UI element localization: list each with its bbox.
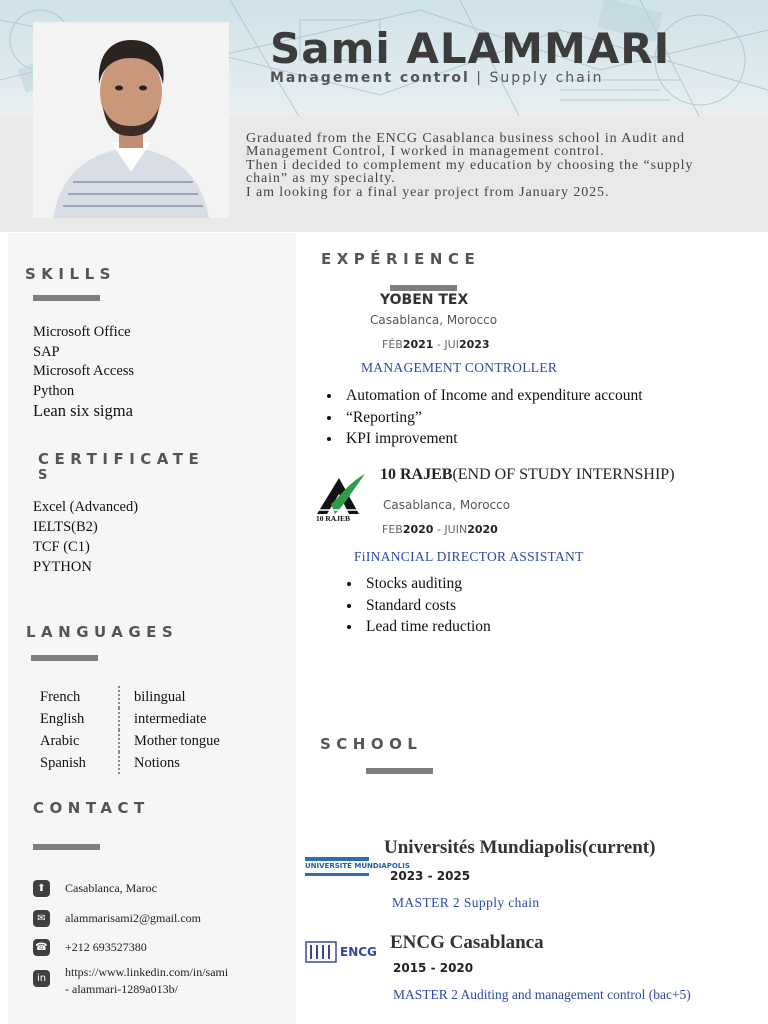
rajeb-logo (313, 470, 369, 526)
summary-line: Management Control, I worked in management control. (246, 144, 605, 160)
linkedin-link[interactable] (65, 964, 228, 998)
job-bullet: • Standard costs (362, 595, 491, 617)
certificate-item: Excel (Advanced) (33, 499, 139, 515)
job-role: MANAGEMENT CONTROLLER (361, 360, 558, 375)
person-name: Sami ALAMMARI (270, 24, 671, 73)
language-row (40, 730, 220, 752)
contact-address (33, 880, 157, 897)
job-location: Casablanca, Morocco (370, 313, 498, 327)
skills-list (33, 323, 134, 421)
job-dates (382, 338, 490, 351)
phone-link[interactable]: +212 693527380 (65, 940, 147, 954)
skill-item: Microsoft Access (33, 363, 135, 379)
job-bullet: • Lead time reduction (362, 616, 491, 638)
summary-line: I am looking for a final year project from January 2025. (246, 184, 610, 200)
language-name: English (40, 711, 85, 727)
certificate-heading-overflow: S (38, 468, 53, 483)
school-years: 2015 - 2020 (393, 961, 474, 975)
rajeb-logo-text: 10 RAJEB (316, 514, 350, 523)
job-date-end-year: 2020 (467, 523, 498, 536)
envelope-icon: ✉ (33, 910, 50, 927)
phone-icon: ☎ (33, 939, 50, 956)
certificate-item: TCF (C1) (33, 539, 90, 555)
languages-heading: LANGUAGES (26, 623, 179, 641)
contact-divider (33, 844, 100, 850)
contact-linkedin[interactable] (33, 964, 228, 998)
language-level: bilingual (134, 689, 186, 705)
school-heading: SCHOOL (320, 735, 423, 753)
job-bullet: • Stocks auditing (362, 573, 491, 595)
school-years: 2023 - 2025 (390, 869, 471, 883)
experience-heading: EXPÉRIENCE (321, 250, 481, 268)
linkedin-icon: in (33, 970, 50, 987)
profile-photo (33, 22, 229, 218)
encg-logo (305, 940, 377, 964)
job-date-separator: - (433, 338, 445, 351)
certificate-heading: CERTIFICATE (38, 450, 205, 468)
job-company-note: (END OF STUDY INTERNSHIP) (452, 466, 675, 483)
skills-divider (33, 295, 100, 301)
language-row (40, 686, 220, 708)
language-name: Arabic (40, 733, 80, 749)
school-name: Universités Mundiapolis(current) (384, 837, 656, 858)
language-name: French (40, 689, 81, 705)
summary-line: Then i decided to complement my education by choosing the “supply (246, 157, 694, 173)
skill-item: Python (33, 382, 75, 399)
experience-divider (390, 285, 457, 291)
languages-table (40, 686, 220, 774)
job-company-name: 10 RAJEB (380, 466, 453, 483)
job-role: FiINANCIAL DIRECTOR ASSISTANT (354, 549, 584, 564)
language-separator (118, 686, 134, 708)
address-text: Casablanca, Maroc (65, 881, 157, 895)
language-separator (118, 752, 134, 774)
school-name: ENCG Casablanca (390, 932, 544, 953)
school-divider (366, 768, 433, 774)
skill-item: Lean six sigma (33, 401, 133, 420)
linkedin-url-line: https://www.linkedin.com/in/sami (65, 965, 229, 979)
certificate-item: PYTHON (33, 559, 92, 575)
linkedin-url-line: - alammari-1289a013b/ (65, 982, 178, 996)
job-bullets (342, 573, 491, 638)
job-date-start-year: 2021 (402, 338, 434, 351)
contact-email[interactable] (33, 910, 201, 927)
job-bullets (322, 385, 643, 450)
job-date-end-month: JUI (444, 338, 459, 351)
language-name: Spanish (40, 755, 86, 771)
job-date-end-month: JUIN (444, 523, 468, 536)
person-subtitle (270, 70, 604, 86)
email-link[interactable]: alammarisami2@gmail.com (65, 911, 202, 925)
job-company (380, 466, 675, 484)
profile-summary (246, 132, 766, 199)
job-date-separator: - (433, 523, 445, 536)
subtitle-secondary: | Supply chain (469, 70, 604, 86)
certificate-item: IELTS(B2) (33, 519, 98, 535)
job-bullet: • Automation of Income and expenditure account (342, 385, 643, 407)
job-date-start-month: FÉB (382, 338, 403, 351)
job-bullet: • KPI improvement (342, 428, 643, 450)
skill-item: Microsoft Office (33, 324, 131, 340)
certificate-list (33, 497, 138, 577)
job-dates (382, 523, 498, 536)
header (0, 0, 768, 232)
job-date-start-month: FEB (382, 523, 403, 536)
encg-logo-text: ENCG (340, 945, 377, 959)
school-degree: MASTER 2 Supply chain (392, 895, 540, 910)
language-level: intermediate (134, 711, 207, 727)
language-separator (118, 730, 134, 752)
school-degree: MASTER 2 Auditing and management control (bac+5) (393, 987, 691, 1002)
mundiapolis-logo (305, 857, 410, 879)
language-level: Notions (134, 755, 180, 771)
language-separator (118, 708, 134, 730)
job-bullet: • “Reporting” (342, 407, 643, 429)
job-date-start-year: 2020 (402, 523, 434, 536)
summary-line: chain” as my specialty. (246, 171, 396, 187)
job-location: Casablanca, Morocco (383, 498, 511, 512)
language-level: Mother tongue (134, 733, 220, 749)
job-date-end-year: 2023 (458, 338, 490, 351)
location-pin-icon: ⬆ (33, 880, 50, 897)
skills-heading: SKILLS (25, 265, 116, 283)
mundiapolis-logo-text: UNIVERSITÉ MUNDIAPOLIS (305, 862, 410, 870)
skill-item: SAP (33, 343, 60, 360)
languages-divider (31, 655, 98, 661)
job-company: YOBEN TEX (380, 292, 469, 308)
contact-phone[interactable] (33, 939, 147, 956)
language-row (40, 708, 220, 730)
contact-heading: CONTACT (33, 799, 150, 817)
language-row (40, 752, 220, 774)
summary-line: Graduated from the ENCG Casablanca business school in Audit and (246, 131, 685, 146)
subtitle-primary: Management control (270, 70, 470, 86)
